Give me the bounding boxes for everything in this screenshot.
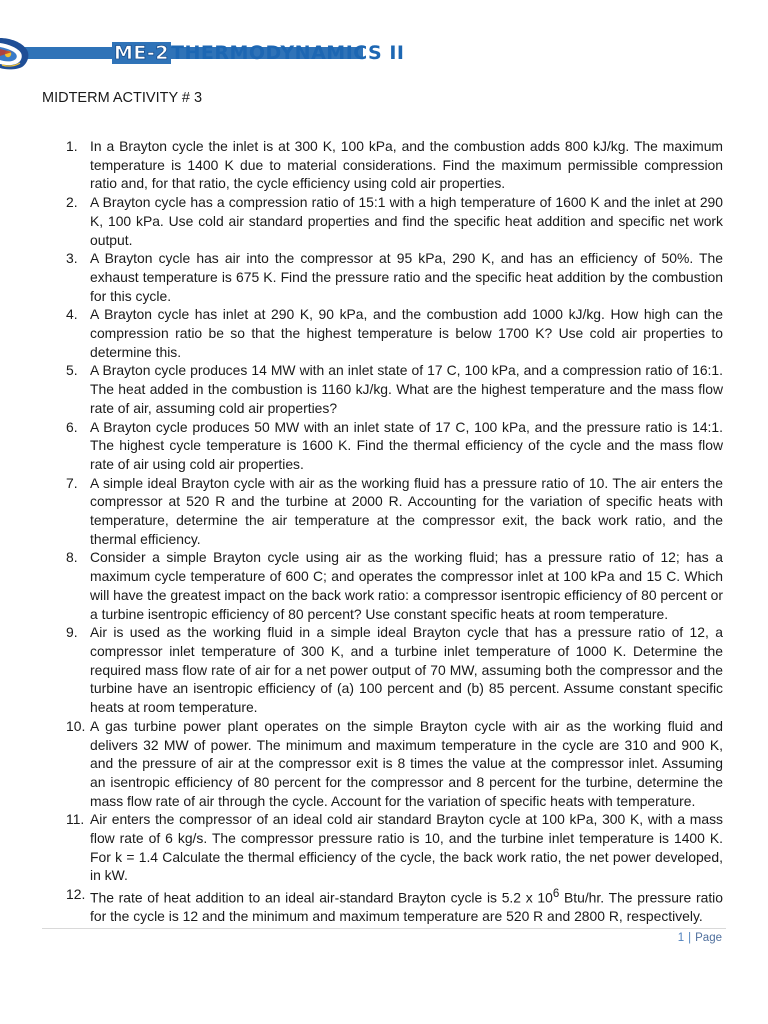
question-text: [90, 885, 723, 926]
question-item: [66, 717, 723, 811]
question-item: [66, 249, 723, 305]
course-code: ME-2: [114, 42, 169, 64]
question-item: [66, 474, 723, 549]
question-text: A Brayton cycle has air into the compressor at 95 kPa, 290 K, and has an efficiency of 50%. The exhaust temperature is 675 K. Find the pressure ratio and the specific heat addition by the combustion for this cycle.: [90, 250, 723, 304]
question-text-start: The rate of heat addition to an ideal air-standard Brayton cycle is 5.2 x 10: [90, 889, 553, 906]
footer-divider: [42, 928, 726, 929]
exponent-superscript: 6: [552, 888, 560, 901]
question-item: [66, 885, 723, 926]
question-text: A gas turbine power plant operates on the simple Brayton cycle with air as the working fluid and delivers 32 MW of power. The minimum and maximum temperature in the cycle are 310 and 900 K, and the pressure of air at the compressor exit is 8 times the value at the compressor inlet. Assuming an isentropic efficiency of 80 percent for the compressor and 8 percent for the turbine, determine the mass flow rate of air through the cycle. Account for the variation of specific heats with temperature.: [90, 717, 723, 809]
question-item: [66, 548, 723, 623]
question-text: A Brayton cycle produces 50 MW with an inlet state of 17 C, 100 kPa, and the pressure ratio is 14:1. The highest cycle temperature is 1600 K. Find the thermal efficiency of the cycle and the mass flow rate of air using cold air properties.: [90, 418, 723, 472]
question-text: A simple ideal Brayton cycle with air as the working fluid has a pressure ratio of 10. The air enters the compressor at 520 R and the turbine at 2000 R. Accounting for the variation of specific heats with temperature, determine the air temperature at the compressor exit, the back work ratio, and the thermal efficiency.: [90, 474, 723, 547]
course-title: [112, 40, 405, 66]
question-number: 6.: [66, 418, 78, 435]
question-item: [66, 418, 723, 474]
question-number: 9.: [66, 624, 78, 641]
question-number: 5.: [66, 362, 78, 379]
question-number: 8.: [66, 549, 78, 566]
question-text: In a Brayton cycle the inlet is at 300 K, 100 kPa, and the combustion adds 800 kJ/kg. The maximum temperature is 1400 K due to material considerations. Find the maximum permissible compression ratio and, for that ratio, the cycle efficiency using cold air properties.: [90, 138, 723, 192]
question-number: 7.: [66, 474, 78, 491]
question-number: 12.: [66, 886, 86, 903]
question-item: [66, 137, 723, 193]
question-number: 3.: [66, 250, 78, 267]
question-number: 4.: [66, 306, 78, 323]
question-text: A Brayton cycle has inlet at 290 K, 90 kPa, and the combustion add 1000 kJ/kg. How high can the compression ratio be so that the highest temperature is below 1700 K? Use cold air properties to determine this.: [90, 306, 723, 360]
question-item: [66, 193, 723, 249]
question-item: [66, 305, 723, 361]
university-seal-icon: [0, 36, 30, 70]
question-number: 10.: [66, 717, 86, 734]
page-separator: |: [688, 932, 692, 944]
question-item: [66, 810, 723, 885]
activity-title: MIDTERM ACTIVITY # 3: [42, 90, 203, 106]
question-list: [66, 137, 723, 926]
question-number: 11.: [66, 811, 85, 828]
question-text: Air enters the compressor of an ideal cold air standard Brayton cycle at 100 kPa, 300 K, with a mass flow rate of 6 kg/s. The compressor pressure ratio is 10, and the turbine inlet temperature is 1400 K. For k = 1.4 Calculate the thermal efficiency of the cycle, the back work ratio, the net power developed, in kW.: [90, 811, 723, 884]
question-item: [66, 361, 723, 417]
document-header: [0, 30, 768, 82]
page-number: 1: [677, 932, 685, 944]
question-text: A Brayton cycle produces 14 MW with an inlet state of 17 C, 100 kPa, and a compression ratio of 16:1. The heat added in the combustion is 1160 kJ/kg. What are the highest temperature and the mass flow rate of air, assuming cold air properties?: [90, 362, 723, 416]
page-number-footer: [678, 932, 722, 944]
question-number: 1.: [66, 138, 78, 154]
question-number: 2.: [66, 194, 78, 211]
question-text-end: Btu/hr. The pressure ratio for the cycle is 12 and the minimum and maximum temperature are 520 R and 2800 R, respectively.: [90, 889, 723, 925]
course-name: THERMODYNAMICS II: [171, 42, 405, 64]
question-text: Consider a simple Brayton cycle using air as the working fluid; has a pressure ratio of 12; has a maximum cycle temperature of 600 C; and operates the compressor inlet at 100 kPa and 15 C. Which will have the greatest impact on the back work ratio: a compressor isentropic efficiency of 80 percent or a turbine isentropic efficiency of 80 percent? Use constant specific heats at room temperature.: [90, 549, 723, 622]
question-item: [66, 623, 723, 717]
question-text: A Brayton cycle has a compression ratio of 15:1 with a high temperature of 1600 K and the inlet at 290 K, 100 kPa. Use cold air standard properties and find the specific heat addition and specific net work output.: [90, 194, 723, 248]
page-label: Page: [695, 932, 722, 944]
question-text: Air is used as the working fluid in a simple ideal Brayton cycle that has a pressure ratio of 12, a compressor inlet temperature of 300 K, and a turbine inlet temperature of 1000 K. Determine the required mass flow rate of air for a net power output of 70 MW, assuming both the compressor and the turbine have an isentropic efficiency of (a) 100 percent and (b) 85 percent. Assume constant specific heats at room temperature.: [90, 624, 723, 716]
